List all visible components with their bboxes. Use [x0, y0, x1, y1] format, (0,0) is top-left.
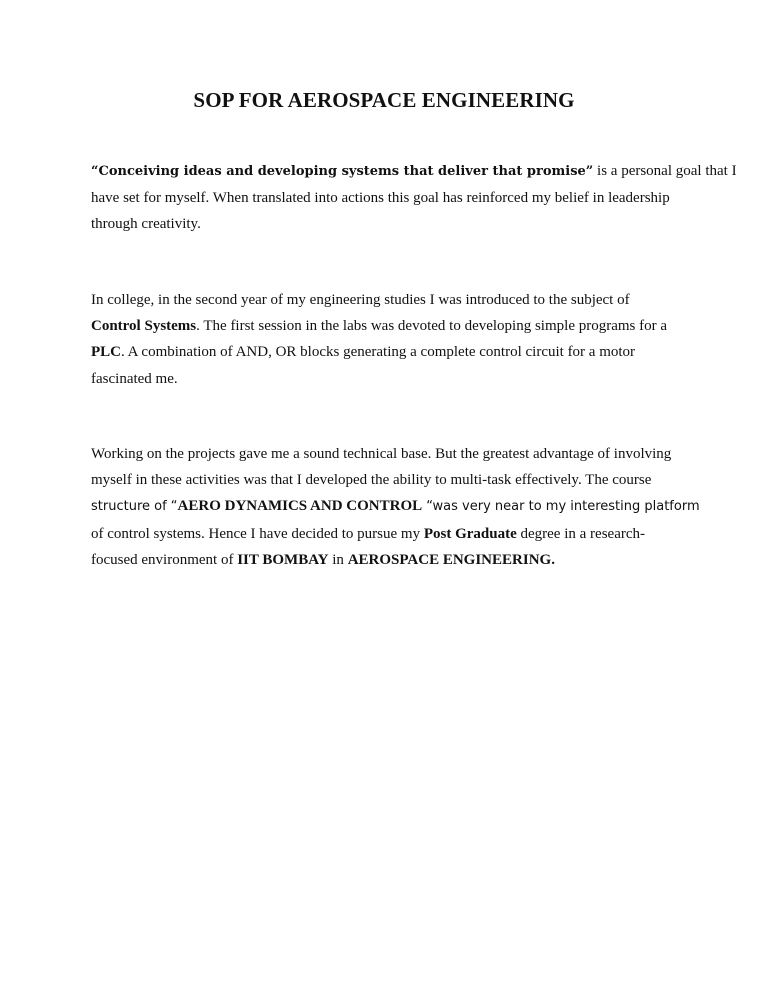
text-run: structure of “ — [91, 499, 178, 515]
paragraph-1-line-3: through creativity. — [91, 216, 201, 233]
text-run: . The first session in the labs was devoted to developing simple programs for a — [196, 318, 668, 335]
paragraph-3-line-4 — [91, 521, 691, 547]
paragraph-2-line-3 — [91, 339, 691, 365]
quote-text: “Conceiving ideas and developing systems that deliver that promise” — [91, 164, 594, 179]
bold-term: Post Graduate — [423, 525, 517, 542]
text-run: . A combination of AND, OR blocks generating a complete control circuit for a motor — [121, 344, 636, 361]
document-title: SOP FOR AEROSPACE ENGINEERING — [193, 88, 575, 112]
text-run: of control systems. Hence I have decided to pursue my — [91, 525, 424, 542]
bold-term: PLC — [91, 344, 121, 361]
paragraph-3-line-5 — [91, 547, 691, 573]
text-run: degree in a research- — [516, 525, 645, 542]
paragraph-3-line-2: myself in these activities was that I developed the ability to multi-task effectively. The course — [91, 472, 652, 489]
text-run: in — [328, 551, 348, 568]
paragraph-2-line-4: fascinated me. — [91, 370, 178, 387]
bold-term: AEROSPACE ENGINEERING. — [347, 551, 555, 568]
paragraph-2-line-2 — [91, 313, 691, 339]
text-run: is a personal goal that I — [593, 163, 737, 179]
text-run: “was very near to my interesting platform — [422, 499, 700, 515]
paragraph-3-line-3 — [91, 493, 700, 520]
text-run: focused environment of — [91, 551, 238, 568]
paragraph-3 — [91, 441, 700, 573]
paragraph-2-line-1: In college, in the second year of my engineering studies I was introduced to the subject of — [91, 292, 630, 308]
bold-term: AERO DYNAMICS AND CONTROL — [177, 498, 423, 515]
bold-term: IIT BOMBAY — [237, 551, 329, 568]
paragraph-2 — [91, 287, 691, 392]
paragraph-1-line-1 — [91, 158, 737, 185]
bold-term: Control Systems — [91, 318, 197, 335]
paragraph-1 — [91, 158, 737, 238]
paragraph-1-line-2: have set for myself. When translated into actions this goal has reinforced my belief in leadership — [91, 190, 670, 207]
paragraph-3-line-1: Working on the projects gave me a sound technical base. But the greatest advantage of involving — [91, 446, 672, 462]
